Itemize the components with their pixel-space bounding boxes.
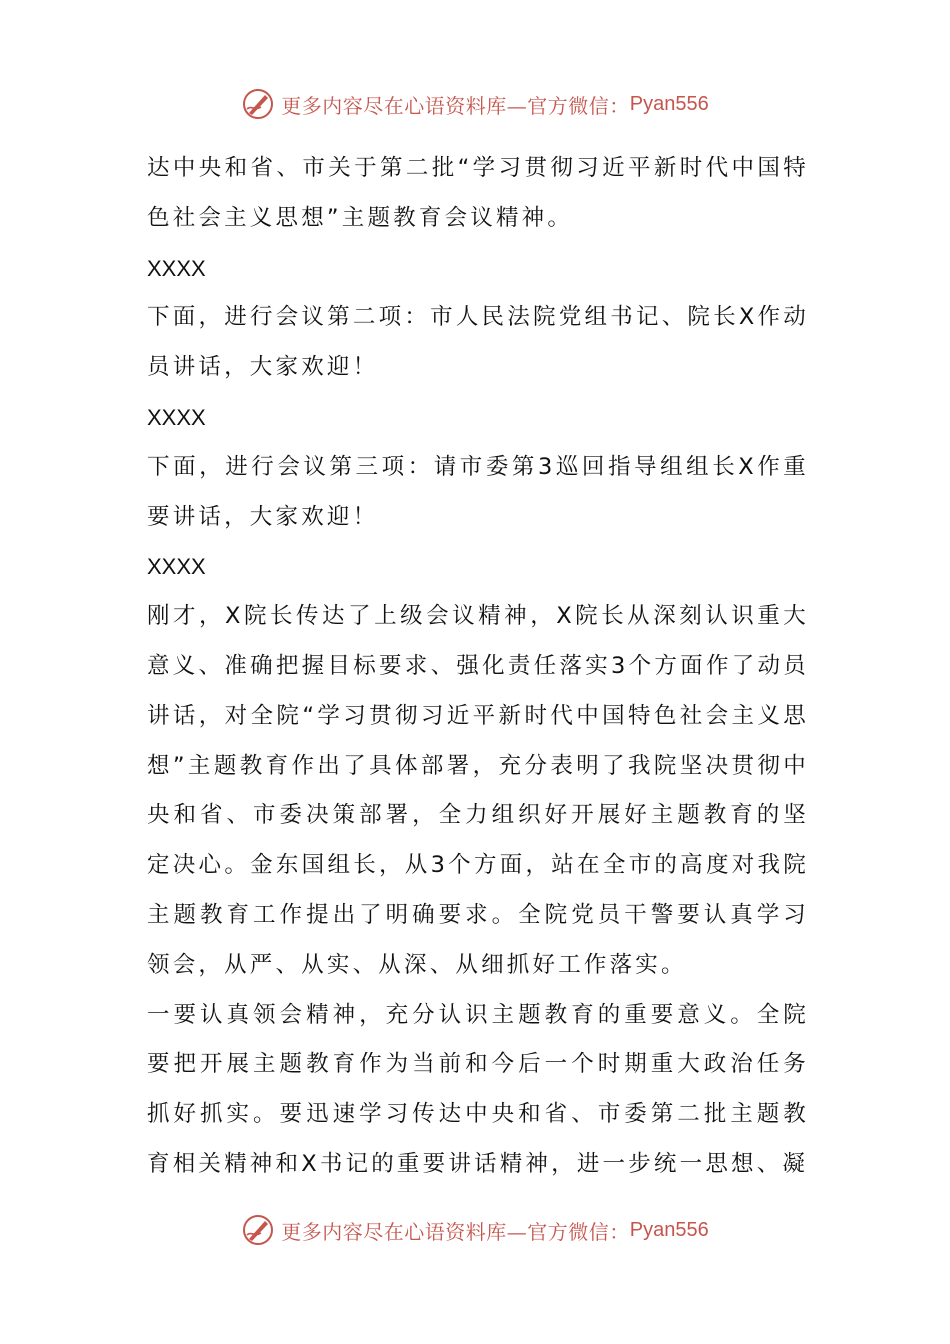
paragraph: 下面，进行会议第二项：市人民法院党组书记、院长X作动员讲话，大家欢迎！	[147, 304, 809, 381]
page-footer	[0, 1210, 950, 1250]
paragraph: 一要认真领会精神，充分认识主题教育的重要意义。全院要把开展主题教育作为当前和今后一个时期重大政治任务抓好抓实。要迅速学习传达中央和省、市委第二批主题教育相关精神和X书记的重要讲话精神，进一步统一思想、凝	[147, 1001, 809, 1177]
paragraph: 刚才，X院长传达了上级会议精神，X院长从深刻认识重大意义、准确把握目标要求、强化责任落实3个方面作了动员讲话，对全院“学习贯彻习近平新时代中国特色社会主义思想”主题教育作出了具体部署，充分表明了我院坚决贯彻中央和省、市委决策部署，全力组织好开展好主题教育的坚定决心。金东国组长，从3个方面，站在全市的高度对我院主题教育工作提出了明确要求。全院党员干警要认真学习领会，从严、从实、从深、从细抓好工作落实。	[147, 603, 809, 978]
placeholder-marker: XXXX	[147, 404, 206, 430]
wechat-id: Pyan556	[629, 1218, 709, 1241]
paragraph: 达中央和省、市关于第二批“学习贯彻习近平新时代中国特色社会主义思想”主题教育会议精神。	[147, 155, 809, 231]
brand-slogan: 更多内容尽在心语资料库—官方微信：	[281, 1219, 630, 1244]
quill-logo-icon	[241, 1213, 275, 1247]
document-body	[147, 144, 809, 1190]
wechat-id: Pyan556	[629, 92, 709, 115]
page-header	[0, 84, 950, 124]
placeholder-marker: XXXX	[147, 554, 206, 580]
paragraph: 下面，进行会议第三项：请市委第3巡回指导组组长X作重要讲话，大家欢迎！	[147, 453, 809, 530]
placeholder-marker: XXXX	[147, 255, 206, 281]
quill-logo-icon	[241, 87, 275, 121]
brand-slogan: 更多内容尽在心语资料库—官方微信：	[281, 93, 630, 118]
